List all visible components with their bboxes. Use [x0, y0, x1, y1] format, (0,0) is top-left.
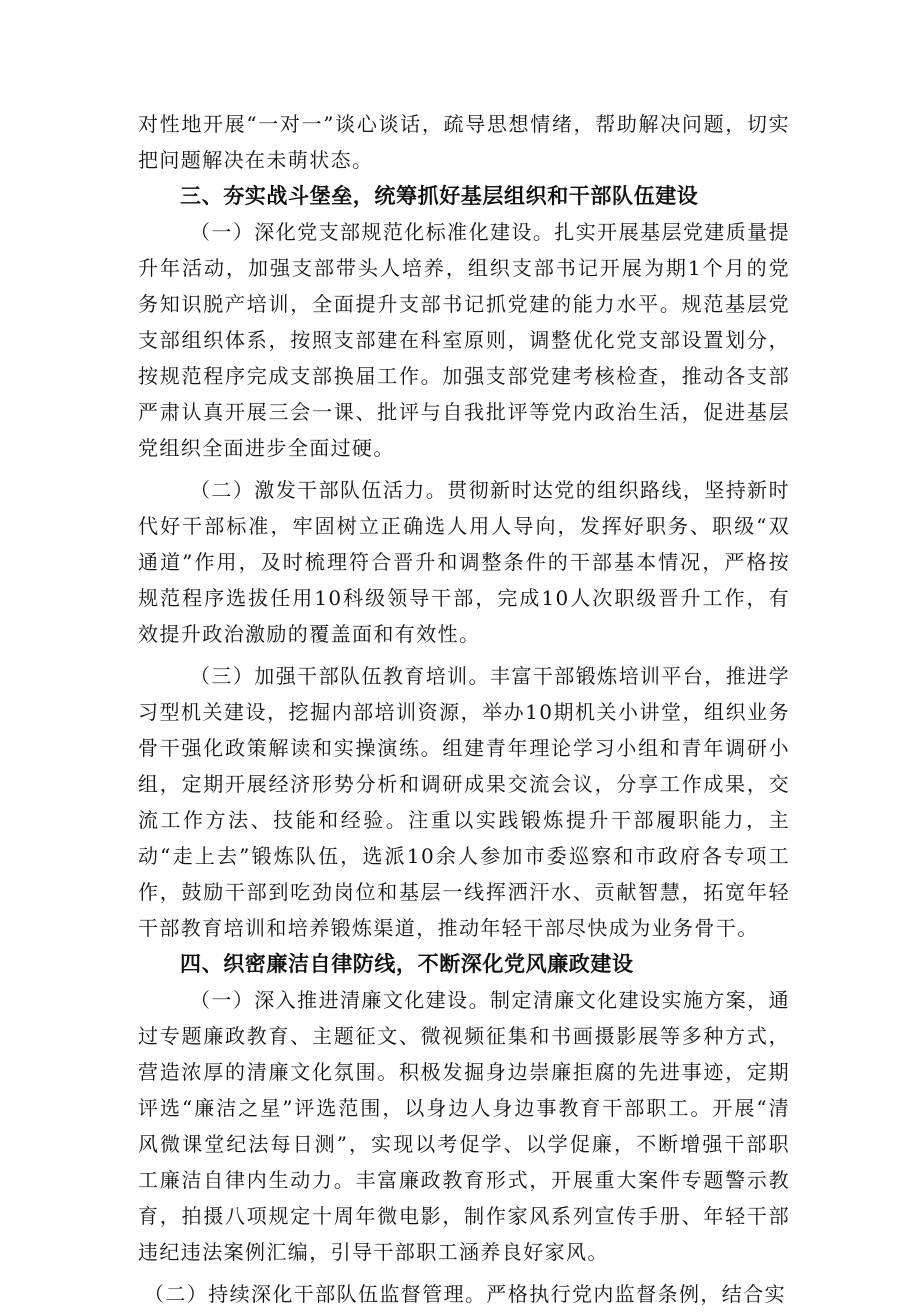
section3-paragraph-3: （三）加强干部队伍教育培训。丰富干部锻炼培训平台，推进学习型机关建设，挖掘内部培训资源，举办10期机关小讲堂，组织业务骨干强化政策解读和实操演练。组建青年理论学习小组和青年调研小组，定期开展经济形势分析和调研成果交流会议，分享工作成果，交流工作方法、技能和经验。注重以实践锻炼提升干部履职能力，主动“走上去”锻炼队伍，选派10余人参加市委巡察和市政府各专项工作，鼓励干部到吃劲岗位和基层一线挥洒汗水、贡献智慧，拓宽年轻干部教育培训和培养锻炼渠道，推动年轻干部尽快成为业务骨干。 — [138, 664, 790, 940]
section4-paragraph-2: （二）持续深化干部队伍监督管理。严格执行党内监督条例，结合实 — [144, 1282, 786, 1306]
section3-paragraph-1: （一）深化党支部规范化标准化建设。扎实开展基层党建质量提升年活动，加强支部带头人培养，组织支部书记开展为期1个月的党务知识脱产培训，全面提升支部书记抓党建的能力水平。规范基层党支部组织体系，按照支部建在科室原则，调整优化党支部设置划分，按规范程序完成支部换届工作。加强支部党建考核检查，推动各支部严肃认真开展三会一课、批评与自我批评等党内政治生活，促进基层党组织全面进步全面过硬。 — [138, 220, 790, 460]
section4-paragraph-1: （一）深入推进清廉文化建设。制定清廉文化建设实施方案，通过专题廉政教育、主题征文、微视频征集和书画摄影展等多种方式，营造浓厚的清廉文化氛围。积极发掘身边崇廉拒腐的先进事迹，定期评选“廉洁之星”评选范围，以身边人身边事教育干部职工。开展“清风微课堂纪法每日测”，实现以考促学、以学促廉，不断增强干部职工廉洁自律内生动力。丰富廉政教育形式，开展重大案件专题警示教育，拍摄八项规定十周年微电影，制作家风系列宣传手册、年轻干部违纪违法案例汇编，引导干部职工涵养良好家风。 — [138, 988, 790, 1264]
section-heading-3: 三、夯实战斗堡垒，统筹抓好基层组织和干部队伍建设 — [180, 184, 699, 208]
section-heading-4: 四、织密廉洁自律防线，不断深化党风廉政建设 — [180, 952, 634, 976]
paragraph-continuation: 对性地开展“一对一”谈心谈话，疏导思想情绪，帮助解决问题，切实把问题解决在未萌状态。 — [138, 112, 790, 172]
section3-paragraph-2: （二）激发干部队伍活力。贯彻新时达党的组织路线，坚持新时代好干部标准，牢固树立正确选人用人导向，发挥好职务、职级“双通道”作用，及时梳理符合晋升和调整条件的干部基本情况，严格按规范程序选拔任用10科级领导干部，完成10人次职级晋升工作，有效提升政治激励的覆盖面和有效性。 — [138, 478, 790, 646]
document-page — [138, 106, 790, 1312]
